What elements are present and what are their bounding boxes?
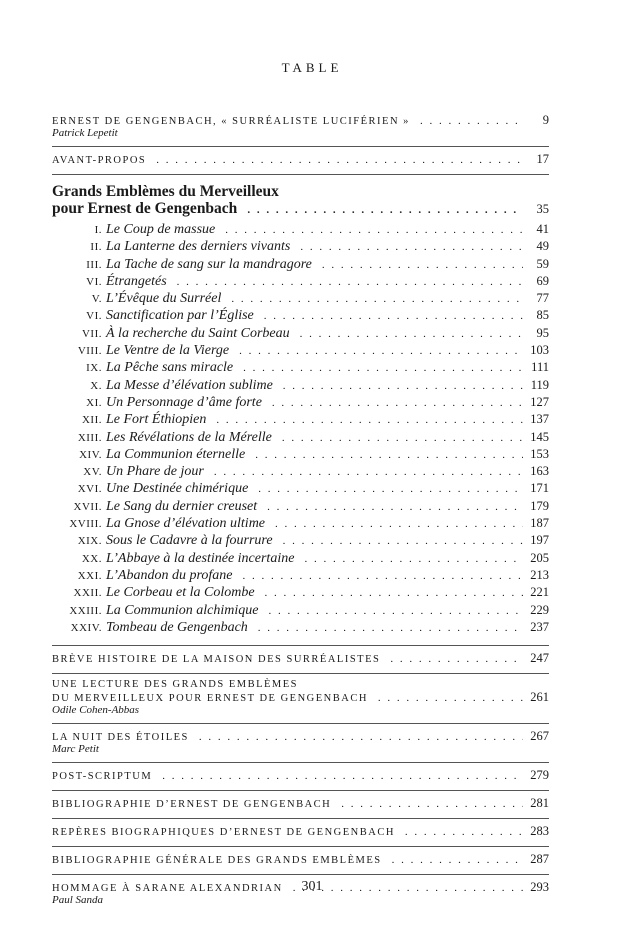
section-title-line1: Grands Emblèmes du Merveilleux [52, 183, 279, 200]
chapter-page: 153 [530, 446, 549, 461]
divider [52, 874, 549, 875]
chapter-item[interactable] [52, 447, 549, 464]
chapter-page: 197 [530, 533, 549, 548]
chapter-title: Le Ventre de la Vierge [106, 343, 230, 359]
chapter-item[interactable] [52, 257, 549, 274]
chapter-number: XXI. [77, 569, 102, 582]
page-number: 301 [301, 879, 323, 894]
leader-dots [304, 553, 523, 565]
chapter-title: Tombeau de Gengenbach [106, 619, 248, 635]
section-page: 35 [536, 202, 549, 216]
divider [52, 723, 549, 724]
chapter-page: 41 [536, 222, 549, 236]
leader-dots [390, 653, 523, 665]
leader-dots [264, 310, 523, 322]
entry-page: 279 [530, 768, 549, 783]
leader-dots [392, 854, 523, 866]
toc-entry[interactable] [52, 649, 549, 668]
chapter-number: XXIII. [69, 604, 102, 617]
entry-page: 9 [542, 113, 549, 127]
chapter-number: X. [90, 379, 102, 392]
entry-title: ERNEST DE GENGENBACH, « SURRÉALISTE LUCIFÉRIEN » [52, 116, 410, 127]
entry-title: LA NUIT DES ÉTOILES [52, 732, 189, 744]
entry-title-pre: UNE LECTURE DES GRANDS EMBLÈMES [52, 679, 299, 691]
leader-dots [162, 770, 523, 782]
toc-entry[interactable] [52, 727, 549, 757]
entry-page: 261 [530, 690, 549, 705]
entry-title: POST-SCRIPTUM [52, 771, 153, 783]
chapter-number: VI. [86, 275, 102, 288]
chapter-number: XI. [86, 396, 102, 409]
entry-page: 247 [530, 651, 549, 666]
entry-title: HOMMAGE À SARANE ALEXANDRIAN [52, 883, 283, 895]
leader-dots [156, 154, 523, 166]
chapter-page: 213 [530, 567, 549, 582]
toc-entry[interactable] [52, 111, 549, 141]
chapter-item[interactable] [52, 291, 549, 308]
chapter-number: XVI. [77, 483, 102, 496]
chapter-page: 119 [530, 377, 549, 392]
chapter-title: La Tache de sang sur la mandragore [106, 256, 312, 272]
chapter-number: XV. [83, 466, 102, 479]
chapter-number: XX. [81, 552, 102, 565]
leader-dots [341, 798, 523, 810]
chapter-page: 59 [536, 256, 549, 271]
chapter-number: XXII. [73, 587, 102, 600]
chapter-title: La Communion alchimique [106, 602, 259, 618]
chapter-title: À la recherche du Saint Corbeau [106, 325, 290, 341]
chapter-page: 95 [536, 325, 549, 340]
leader-dots [268, 605, 523, 617]
leader-dots [243, 362, 523, 374]
chapter-item[interactable] [52, 378, 549, 395]
leader-dots [300, 241, 523, 253]
chapter-number: XVII. [73, 500, 102, 513]
chapter-title: Un Personnage d’âme forte [106, 394, 262, 410]
page-title: TABLE [281, 60, 343, 75]
leader-dots [378, 692, 523, 704]
chapter-item[interactable] [52, 239, 549, 256]
chapter-number: XVIII. [69, 518, 102, 531]
chapter-item[interactable] [52, 464, 549, 481]
chapter-item[interactable] [52, 568, 549, 585]
divider [52, 645, 549, 646]
chapter-item[interactable] [52, 516, 549, 533]
entry-page: 281 [530, 796, 549, 811]
entry-title: AVANT-PROPOS [52, 155, 147, 166]
entry-title: REPÈRES BIOGRAPHIQUES D’ERNEST DE GENGENBACH [52, 827, 395, 839]
chapter-number: VII. [81, 327, 102, 340]
chapter-title: Les Révélations de la Mérelle [106, 429, 272, 445]
chapter-title: La Gnose d’élévation ultime [106, 516, 266, 532]
leader-dots [265, 587, 523, 599]
chapter-item[interactable] [52, 274, 549, 291]
chapter-title: La Messe d’élévation sublime [106, 377, 273, 393]
chapter-page: 85 [536, 308, 549, 323]
chapter-item[interactable] [52, 603, 549, 620]
chapter-title: Le Sang du dernier creuset [106, 498, 258, 514]
leader-dots [255, 449, 523, 461]
section-title-line2: pour Ernest de Gengenbach [52, 200, 238, 217]
leader-dots [267, 501, 523, 513]
chapter-page: 103 [530, 343, 549, 358]
chapter-page: 127 [530, 394, 549, 409]
chapter-page: 137 [530, 412, 549, 427]
table-of-contents [52, 111, 549, 908]
entry-author: Paul Sanda [52, 894, 104, 907]
chapter-page: 221 [530, 585, 549, 600]
leader-dots [283, 535, 523, 547]
chapter-item[interactable] [52, 620, 549, 637]
entry-page: 283 [530, 824, 549, 839]
chapter-title: L’Évêque du Surréel [106, 291, 222, 307]
entry-page: 287 [530, 852, 549, 867]
chapter-page: 187 [530, 516, 549, 531]
chapter-title: Le Fort Éthiopien [106, 412, 207, 428]
entry-page: 17 [536, 152, 549, 166]
chapter-number: V. [91, 293, 102, 306]
chapter-title: Sous le Cadavre à la fourrure [106, 533, 273, 549]
chapter-number: XIX. [77, 535, 102, 548]
chapter-item[interactable] [52, 481, 549, 498]
entry-page: 267 [530, 729, 549, 744]
divider [52, 673, 549, 674]
chapter-item[interactable] [52, 551, 549, 568]
chapter-page: 111 [531, 360, 549, 375]
chapter-page: 237 [530, 619, 549, 634]
leader-dots [258, 483, 523, 495]
leader-dots [405, 826, 523, 838]
chapter-page: 77 [536, 291, 549, 306]
leader-dots [231, 293, 523, 305]
section-heading[interactable] [52, 183, 549, 219]
toc-entry[interactable] [52, 677, 549, 718]
chapter-number: II. [90, 241, 102, 254]
entry-title: BIBLIOGRAPHIE D’ERNEST DE GENGENBACH [52, 799, 332, 811]
chapter-number: XIII. [77, 431, 102, 444]
leader-dots [177, 276, 523, 288]
chapter-title: Le Corbeau et la Colombe [106, 585, 255, 601]
divider [52, 146, 549, 147]
chapter-item[interactable] [52, 222, 549, 239]
chapter-page: 69 [536, 273, 549, 288]
entry-author: Patrick Lepetit [52, 127, 118, 139]
chapter-title: L’Abbaye à la destinée incertaine [106, 550, 295, 566]
chapter-item[interactable] [52, 360, 549, 377]
leader-dots [282, 432, 523, 444]
leader-dots [239, 345, 523, 357]
chapter-title: Un Phare de jour [106, 464, 204, 480]
entry-title: DU MERVEILLEUX POUR ERNEST DE GENGENBACH [52, 693, 368, 705]
leader-dots [214, 466, 523, 478]
toc-entry[interactable] [52, 850, 549, 869]
chapter-item[interactable] [52, 430, 549, 447]
leader-dots [243, 570, 523, 582]
chapter-title: L’Abandon du profane [106, 567, 233, 583]
chapter-page: 171 [530, 481, 549, 496]
chapter-title: Étrangetés [106, 273, 167, 289]
bottom-entries [52, 649, 549, 908]
chapter-title: Le Coup de massue [106, 222, 216, 237]
chapter-page: 145 [530, 429, 549, 444]
leader-dots [283, 380, 523, 392]
chapter-number: III. [86, 258, 102, 271]
entry-author: Odile Cohen-Abbas [52, 704, 140, 717]
leader-dots [247, 202, 523, 219]
chapter-item[interactable] [52, 533, 549, 550]
chapter-item[interactable] [52, 412, 549, 429]
toc-entry[interactable] [52, 766, 549, 785]
leader-dots [272, 397, 523, 409]
chapter-number: XIV. [79, 448, 102, 461]
entry-page: 293 [530, 880, 549, 895]
divider [52, 174, 549, 175]
chapter-item[interactable] [52, 585, 549, 602]
entry-title: BIBLIOGRAPHIE GÉNÉRALE DES GRANDS EMBLÈMES [52, 855, 382, 867]
chapter-item[interactable] [52, 395, 549, 412]
chapter-item[interactable] [52, 343, 549, 360]
chapter-number: VI. [86, 310, 102, 323]
leader-dots [275, 518, 523, 530]
chapter-item[interactable] [52, 499, 549, 516]
divider [52, 818, 549, 819]
chapter-number: XXIV. [70, 621, 102, 634]
chapter-number: IX. [86, 362, 102, 375]
chapter-title: Sanctification par l’Église [106, 308, 254, 324]
chapter-page: 163 [530, 464, 549, 479]
leader-dots [225, 224, 523, 236]
toc-entry[interactable] [52, 822, 549, 841]
leader-dots [216, 414, 523, 426]
chapter-number: I. [94, 224, 102, 236]
chapter-title: La Lanterne des derniers vivants [106, 239, 291, 255]
chapter-number: XII. [81, 414, 102, 427]
leader-dots [322, 259, 523, 271]
entry-title: BRÈVE HISTOIRE DE LA MAISON DES SURRÉALISTES [52, 654, 381, 666]
leader-dots [300, 328, 523, 340]
chapter-page: 205 [530, 550, 549, 565]
chapter-title: La Pêche sans miracle [106, 360, 234, 376]
chapter-item[interactable] [52, 308, 549, 325]
chapter-number: VIII. [77, 345, 102, 358]
divider [52, 762, 549, 763]
chapter-page: 229 [530, 602, 549, 617]
divider [52, 790, 549, 791]
leader-dots [199, 731, 523, 743]
chapter-page: 49 [536, 239, 549, 254]
chapter-title: La Communion éternelle [106, 446, 246, 462]
chapter-page: 179 [530, 498, 549, 513]
divider [52, 846, 549, 847]
entry-author: Marc Petit [52, 743, 99, 756]
leader-dots [420, 115, 523, 127]
toc-entry[interactable] [52, 150, 549, 169]
chapter-list [52, 222, 549, 637]
leader-dots [258, 622, 523, 634]
chapter-item[interactable] [52, 326, 549, 343]
toc-entry[interactable] [52, 794, 549, 813]
chapter-title: Une Destinée chimérique [106, 481, 249, 497]
